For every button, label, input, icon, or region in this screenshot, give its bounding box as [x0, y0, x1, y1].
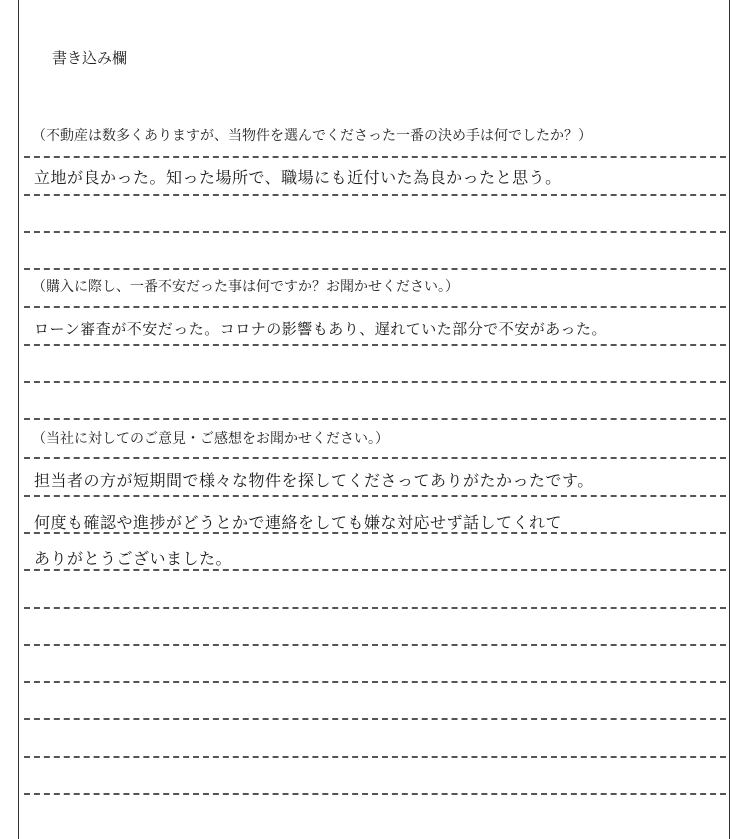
answer-line: [24, 457, 726, 459]
answer-line: [24, 793, 726, 795]
answer-line: [24, 644, 726, 646]
answer-line: [24, 231, 726, 233]
answer-line: [24, 306, 726, 308]
answer-line: [24, 268, 726, 270]
answer-line: [24, 344, 726, 346]
answer-line: [24, 681, 726, 683]
answer-line: [24, 718, 726, 720]
answer-2-line-1: ローン審査が不安だった。コロナの影響もあり、遅れていた部分で不安があった。: [34, 320, 608, 338]
answer-line: [24, 532, 726, 534]
question-3-prompt: （当社に対してのご意見・ご感想をお聞かせください。）: [32, 431, 389, 447]
answer-3-line-3: ありがとうございました。: [34, 549, 233, 568]
answer-line: [24, 156, 726, 158]
answer-line: [24, 381, 726, 383]
answer-3-line-2: 何度も確認や進捗がどうとかで連絡をしても嫌な対応せず話してくれて: [34, 513, 563, 532]
answer-line: [24, 495, 726, 497]
sheet-title: 書き込み欄: [52, 49, 128, 67]
answer-line: [24, 418, 726, 420]
answer-1-line-1: 立地が良かった。知った場所で、職場にも近付いた為良かったと思う。: [34, 168, 562, 187]
question-2-prompt: （購入に際し、一番不安だった事は何ですか？お聞かせください。）: [32, 279, 459, 295]
answer-line: [24, 607, 726, 609]
answer-line: [24, 569, 726, 571]
answer-line: [24, 194, 726, 196]
answer-line: [24, 756, 726, 758]
question-1-prompt: （不動産は数多くありますが、当物件を選んでくださった一番の決め手は何でしたか？）: [32, 128, 592, 144]
answer-3-line-1: 担当者の方が短期間で様々な物件を探してくださってありがたかったです。: [34, 471, 594, 490]
